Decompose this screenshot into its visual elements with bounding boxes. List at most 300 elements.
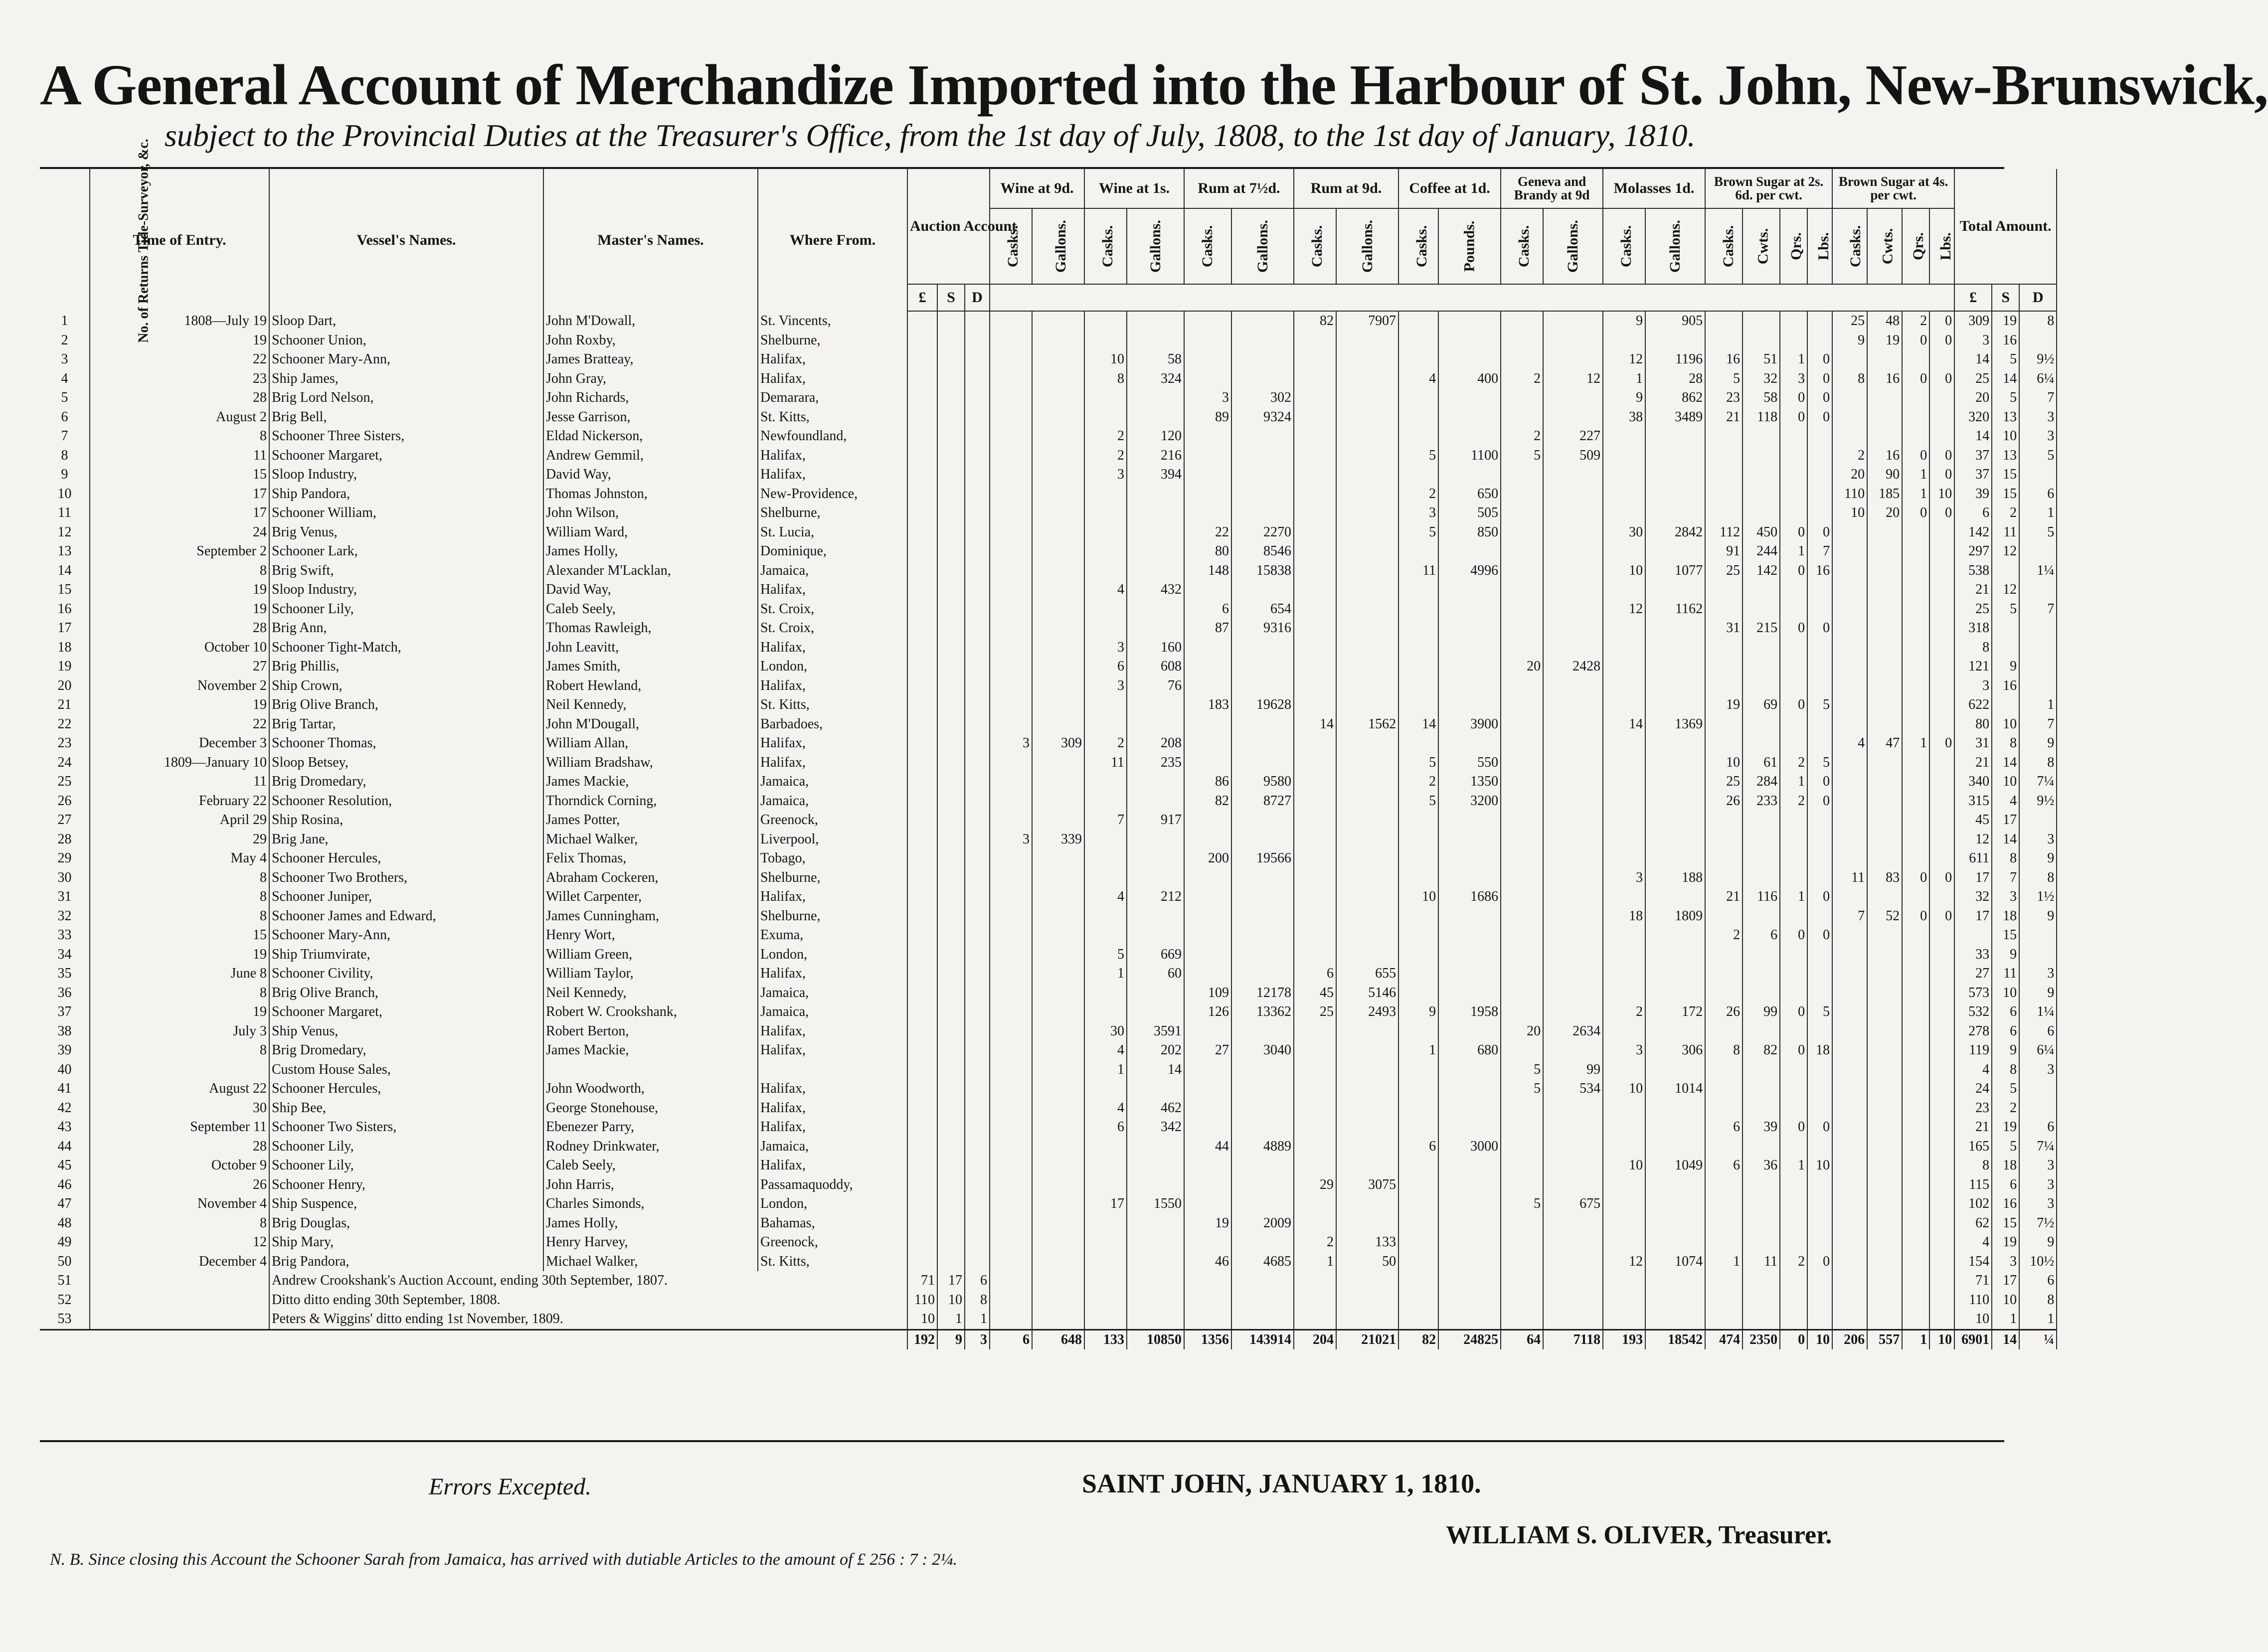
- coffee-pounds: [1438, 1060, 1501, 1080]
- wine9-casks: [990, 887, 1032, 907]
- total-pence: 1¼: [2019, 1002, 2057, 1022]
- rum7-casks: [1184, 485, 1231, 504]
- rum7-casks: 126: [1184, 1002, 1231, 1022]
- rum7-casks: [1184, 350, 1231, 369]
- sugar26-cwts: [1743, 868, 1780, 888]
- return-number: 23: [40, 734, 90, 753]
- molasses-casks: [1603, 811, 1645, 830]
- sugar26-casks: [1705, 1060, 1743, 1080]
- auction-shillings: [937, 1022, 965, 1041]
- table-row: [40, 1060, 2057, 1080]
- geneva-casks: [1501, 561, 1543, 581]
- time-of-entry: September 2: [90, 542, 269, 561]
- rum9-gallons: [1336, 600, 1398, 619]
- sugar4-qrs: 1: [1902, 485, 1929, 504]
- wine1s-gallons: 208: [1127, 734, 1184, 753]
- total-coffee-pounds: 24825: [1438, 1329, 1501, 1349]
- sugar4-qrs: [1902, 580, 1929, 600]
- master-name: Felix Thomas,: [543, 849, 758, 868]
- return-number: 15: [40, 580, 90, 600]
- total-pence: 9½: [2019, 350, 2057, 369]
- wine9-casks: 3: [990, 734, 1032, 753]
- sugar4-casks: 110: [1832, 485, 1867, 504]
- vessel-name: Schooner Juniper,: [269, 887, 543, 907]
- auction-pounds: [907, 945, 937, 965]
- geneva-casks: [1501, 907, 1543, 926]
- rum9-gallons: [1336, 1310, 1398, 1329]
- wine1s-casks: [1084, 792, 1127, 811]
- where-from: Shelburne,: [758, 907, 907, 926]
- sugar26-qrs: 1: [1780, 887, 1807, 907]
- sugar26-cwts: 99: [1743, 1002, 1780, 1022]
- total-pence: 9½: [2019, 792, 2057, 811]
- wine9-casks: [990, 408, 1032, 427]
- table-row: [40, 887, 2057, 907]
- molasses-gallons: [1645, 580, 1705, 600]
- sugar26-cwts: [1743, 331, 1780, 350]
- molasses-gallons: 3489: [1645, 408, 1705, 427]
- rum9-casks: [1294, 1060, 1336, 1080]
- time-of-entry: 30: [90, 1099, 269, 1118]
- geneva-gallons: 675: [1543, 1194, 1603, 1214]
- total-pence: [2019, 638, 2057, 658]
- coffee-pounds: 550: [1438, 753, 1501, 773]
- time-of-entry: 19: [90, 331, 269, 350]
- sugar26-cwts: [1743, 465, 1780, 485]
- coffee-pounds: [1438, 388, 1501, 408]
- auction-pence: [965, 1233, 990, 1252]
- table-row: [40, 408, 2057, 427]
- geneva-casks: 2: [1501, 369, 1543, 389]
- rum7-casks: [1184, 1060, 1231, 1080]
- molasses-gallons: [1645, 465, 1705, 485]
- sugar26-qrs: 0: [1780, 408, 1807, 427]
- wine9-casks: [990, 1118, 1032, 1137]
- wine1s-casks: [1084, 1137, 1127, 1156]
- sugar4-qrs: [1902, 1233, 1929, 1252]
- rum9-casks: [1294, 503, 1336, 523]
- sugar4-cwts: [1867, 830, 1902, 849]
- vessel-name: Brig Venus,: [269, 523, 543, 542]
- total-pounds: 142: [1954, 523, 1992, 542]
- total-pounds: 532: [1954, 1002, 1992, 1022]
- total-pounds: 27: [1954, 964, 1992, 984]
- wine1s-gallons: 669: [1127, 945, 1184, 965]
- auction-shillings: [937, 1194, 965, 1214]
- sugar26-lbs: 0: [1807, 350, 1832, 369]
- document-title: A General Account of Merchandize Imported into the Harbour of St. John, New-Brunswick,: [40, 53, 2268, 117]
- where-from: Newfoundland,: [758, 427, 907, 446]
- table-row: [40, 984, 2057, 1003]
- sugar26-casks: [1705, 984, 1743, 1003]
- master-name: Eldad Nickerson,: [543, 427, 758, 446]
- master-name: John Gray,: [543, 369, 758, 389]
- total-shillings: 5: [1992, 600, 2019, 619]
- molasses-gallons: [1645, 1194, 1705, 1214]
- time-of-entry: August 2: [90, 408, 269, 427]
- molasses-casks: [1603, 1060, 1645, 1080]
- wine1s-gallons: 394: [1127, 465, 1184, 485]
- coffee-pounds: [1438, 1252, 1501, 1272]
- sugar26-lbs: 0: [1807, 1252, 1832, 1272]
- sugar4-cwts: [1867, 1214, 1902, 1233]
- time-of-entry: 17: [90, 485, 269, 504]
- sugar26-lbs: [1807, 1233, 1832, 1252]
- wine9-casks: [990, 753, 1032, 773]
- geneva-gallons: [1543, 734, 1603, 753]
- wine9-gallons: [1032, 331, 1084, 350]
- rum7-gallons: 15838: [1231, 561, 1294, 581]
- auction-pence: [965, 427, 990, 446]
- auction-pounds: [907, 926, 937, 945]
- wine1s-gallons: 462: [1127, 1099, 1184, 1118]
- total-pence: 3: [2019, 427, 2057, 446]
- sugar26-cwts: [1743, 1137, 1780, 1156]
- total-pence: 6¼: [2019, 1041, 2057, 1060]
- rum7-casks: [1184, 1156, 1231, 1175]
- sugar4-cwts: [1867, 619, 1902, 638]
- wine1s-casks: [1084, 408, 1127, 427]
- where-from: Halifax,: [758, 964, 907, 984]
- molasses-gallons: [1645, 1099, 1705, 1118]
- rum9-gallons: [1336, 849, 1398, 868]
- sugar4-casks: [1832, 984, 1867, 1003]
- molasses-casks: [1603, 984, 1645, 1003]
- sugar26-casks: [1705, 465, 1743, 485]
- sugar26-lbs: 0: [1807, 619, 1832, 638]
- rum9-casks: [1294, 1118, 1336, 1137]
- sugar4-lbs: [1929, 792, 1954, 811]
- auction-shillings: 1: [937, 1310, 965, 1329]
- header-wine-9d: Wine at 9d.: [990, 169, 1084, 208]
- sugar4-lbs: [1929, 542, 1954, 561]
- rum7-casks: [1184, 868, 1231, 888]
- wine9-casks: [990, 984, 1032, 1003]
- time-of-entry: 8: [90, 561, 269, 581]
- sugar26-casks: [1705, 657, 1743, 676]
- sugar4-cwts: [1867, 1022, 1902, 1041]
- total-sugar4-cwts: 557: [1867, 1329, 1902, 1349]
- sugar26-cwts: [1743, 1271, 1780, 1291]
- auction-pence: [965, 1118, 990, 1137]
- sugar4-qrs: [1902, 619, 1929, 638]
- wine1s-gallons: [1127, 1271, 1184, 1291]
- time-of-entry: 24: [90, 523, 269, 542]
- rum9-gallons: [1336, 619, 1398, 638]
- sugar26-casks: [1705, 676, 1743, 696]
- table-row: [40, 657, 2057, 676]
- return-number: 35: [40, 964, 90, 984]
- sugar26-lbs: [1807, 1137, 1832, 1156]
- time-of-entry: 22: [90, 715, 269, 734]
- total-pence: 9: [2019, 1233, 2057, 1252]
- total-pence: 9: [2019, 907, 2057, 926]
- molasses-casks: [1603, 1137, 1645, 1156]
- molasses-gallons: [1645, 792, 1705, 811]
- header-molasses: Molasses 1d.: [1603, 169, 1705, 208]
- geneva-gallons: [1543, 792, 1603, 811]
- total-shillings: 13: [1992, 408, 2019, 427]
- auction-shillings: [937, 1252, 965, 1272]
- table-row: [40, 427, 2057, 446]
- geneva-casks: 20: [1501, 1022, 1543, 1041]
- total-pence: 5: [2019, 523, 2057, 542]
- sugar4-lbs: 0: [1929, 446, 1954, 466]
- auction-pence: [965, 350, 990, 369]
- sugar4-lbs: [1929, 580, 1954, 600]
- total-pounds: 23: [1954, 1099, 1992, 1118]
- vessel-name: Schooner James and Edward,: [269, 907, 543, 926]
- rum9-gallons: 5146: [1336, 984, 1398, 1003]
- rum9-gallons: [1336, 676, 1398, 696]
- sugar26-casks: 5: [1705, 369, 1743, 389]
- coffee-casks: [1398, 1118, 1438, 1137]
- auction-shillings: [937, 1079, 965, 1099]
- sugar26-cwts: [1743, 446, 1780, 466]
- sugar4-lbs: [1929, 811, 1954, 830]
- vessel-name: Brig Jane,: [269, 830, 543, 849]
- rum9-gallons: [1336, 1060, 1398, 1080]
- where-from: London,: [758, 1194, 907, 1214]
- coffee-pounds: [1438, 619, 1501, 638]
- rum7-gallons: 302: [1231, 388, 1294, 408]
- auction-shillings: [937, 388, 965, 408]
- auction-shillings: [937, 1233, 965, 1252]
- vessel-name: Schooner Hercules,: [269, 849, 543, 868]
- auction-pounds: [907, 1060, 937, 1080]
- time-of-entry: 1808—July 19: [90, 311, 269, 331]
- wine1s-casks: 3: [1084, 465, 1127, 485]
- wine9-gallons: [1032, 1137, 1084, 1156]
- rum7-casks: [1184, 1175, 1231, 1195]
- vessel-name: Sloop Dart,: [269, 311, 543, 331]
- rum9-gallons: [1336, 1156, 1398, 1175]
- rum9-casks: 6: [1294, 964, 1336, 984]
- vessel-name: Ship Crown,: [269, 676, 543, 696]
- return-number: 30: [40, 868, 90, 888]
- vessel-name: Ship Mary,: [269, 1233, 543, 1252]
- geneva-casks: [1501, 580, 1543, 600]
- total-shillings: 10: [1992, 984, 2019, 1003]
- where-from: Halifax,: [758, 580, 907, 600]
- rum9-casks: [1294, 1041, 1336, 1060]
- molasses-casks: [1603, 542, 1645, 561]
- molasses-casks: [1603, 830, 1645, 849]
- wine9-gallons: [1032, 1118, 1084, 1137]
- rum7-gallons: [1231, 485, 1294, 504]
- rum7-casks: [1184, 1310, 1231, 1329]
- auction-shillings: [937, 830, 965, 849]
- auction-pounds: [907, 657, 937, 676]
- sugar4-lbs: [1929, 1310, 1954, 1329]
- auction-pounds: [907, 1079, 937, 1099]
- auction-pence: [965, 1137, 990, 1156]
- master-name: Thomas Johnston,: [543, 485, 758, 504]
- vessel-name: Schooner Lily,: [269, 1156, 543, 1175]
- vessel-name: Ship Rosina,: [269, 811, 543, 830]
- molasses-casks: 1: [1603, 369, 1645, 389]
- where-from: Jamaica,: [758, 984, 907, 1003]
- rum7-casks: [1184, 1079, 1231, 1099]
- molasses-gallons: [1645, 984, 1705, 1003]
- wine1s-casks: [1084, 1252, 1127, 1272]
- total-pounds: 115: [1954, 1175, 1992, 1195]
- auction-shillings: [937, 1214, 965, 1233]
- auction-pence: [965, 1041, 990, 1060]
- geneva-casks: [1501, 868, 1543, 888]
- auction-shillings: [937, 311, 965, 331]
- total-pence: 7: [2019, 388, 2057, 408]
- time-of-entry: September 11: [90, 1118, 269, 1137]
- geneva-casks: [1501, 1137, 1543, 1156]
- rum9-casks: [1294, 830, 1336, 849]
- total-pounds: 4: [1954, 1060, 1992, 1080]
- molasses-gallons: [1645, 1175, 1705, 1195]
- sugar26-casks: [1705, 734, 1743, 753]
- total-pence: 3: [2019, 964, 2057, 984]
- sugar26-casks: 1: [1705, 1252, 1743, 1272]
- rum7-casks: [1184, 1118, 1231, 1137]
- wine9-gallons: [1032, 926, 1084, 945]
- rum7-casks: [1184, 311, 1231, 331]
- rum7-casks: 19: [1184, 1214, 1231, 1233]
- auction-pounds: [907, 388, 937, 408]
- rum7-gallons: [1231, 331, 1294, 350]
- sugar4-qrs: [1902, 715, 1929, 734]
- sugar26-lbs: 0: [1807, 887, 1832, 907]
- where-from: Halifax,: [758, 446, 907, 466]
- coffee-pounds: 1350: [1438, 772, 1501, 792]
- rum7-gallons: [1231, 1175, 1294, 1195]
- sugar26-lbs: [1807, 1291, 1832, 1310]
- coffee-casks: [1398, 811, 1438, 830]
- auction-pounds: 71: [907, 1271, 937, 1291]
- sugar4-casks: [1832, 408, 1867, 427]
- total-shillings: 5: [1992, 1137, 2019, 1156]
- rum9-casks: [1294, 1137, 1336, 1156]
- rum9-gallons: [1336, 523, 1398, 542]
- total-sugar4-qrs: 1: [1902, 1329, 1929, 1349]
- coffee-casks: 3: [1398, 503, 1438, 523]
- rum9-gallons: [1336, 1137, 1398, 1156]
- sugar26-lbs: 0: [1807, 772, 1832, 792]
- wine1s-gallons: [1127, 907, 1184, 926]
- sugar4-cwts: [1867, 964, 1902, 984]
- sugar4-qrs: 1: [1902, 465, 1929, 485]
- coffee-pounds: 3900: [1438, 715, 1501, 734]
- sugar26-lbs: [1807, 1079, 1832, 1099]
- header-total-amount: Total Amount.: [1954, 169, 2057, 284]
- sugar4-cwts: [1867, 715, 1902, 734]
- sugar26-casks: [1705, 485, 1743, 504]
- where-from: London,: [758, 945, 907, 965]
- rum7-gallons: 13362: [1231, 1002, 1294, 1022]
- sugar4-lbs: [1929, 715, 1954, 734]
- geneva-gallons: 509: [1543, 446, 1603, 466]
- coffee-casks: [1398, 1022, 1438, 1041]
- geneva-casks: [1501, 772, 1543, 792]
- sugar4-qrs: [1902, 811, 1929, 830]
- sugar4-cwts: [1867, 849, 1902, 868]
- rum7-gallons: [1231, 811, 1294, 830]
- sugar4-casks: [1832, 1079, 1867, 1099]
- sugar26-casks: 2: [1705, 926, 1743, 945]
- rum7-casks: 22: [1184, 523, 1231, 542]
- table-row: [40, 849, 2057, 868]
- auction-pence: [965, 753, 990, 773]
- wine1s-gallons: [1127, 1291, 1184, 1310]
- rum9-casks: [1294, 561, 1336, 581]
- wine9-gallons: [1032, 580, 1084, 600]
- wine1s-casks: [1084, 907, 1127, 926]
- molasses-casks: [1603, 331, 1645, 350]
- where-from: Halifax,: [758, 1022, 907, 1041]
- where-from: Tobago,: [758, 849, 907, 868]
- sugar26-casks: [1705, 1099, 1743, 1118]
- wine1s-gallons: 216: [1127, 446, 1184, 466]
- header-rum-9d: Rum at 9d.: [1294, 169, 1398, 208]
- auction-pounds: [907, 638, 937, 658]
- master-name: Thorndick Corning,: [543, 792, 758, 811]
- rum9-gallons: [1336, 638, 1398, 658]
- vessel-name: Schooner Lily,: [269, 600, 543, 619]
- wine1s-gallons: 160: [1127, 638, 1184, 658]
- total-molasses-gallons: 18542: [1645, 1329, 1705, 1349]
- coffee-casks: 4: [1398, 369, 1438, 389]
- sugar4-cwts: 48: [1867, 311, 1902, 331]
- auction-pence: [965, 887, 990, 907]
- header-brown-sugar-4s: Brown Sugar at 4s. per cwt.: [1832, 169, 1954, 208]
- geneva-gallons: [1543, 1310, 1603, 1329]
- total-sugar26-lbs: 10: [1807, 1329, 1832, 1349]
- auction-pounds: [907, 369, 937, 389]
- rum7-casks: [1184, 811, 1231, 830]
- wine1s-gallons: [1127, 830, 1184, 849]
- total-pence: 1¼: [2019, 561, 2057, 581]
- return-number: 4: [40, 369, 90, 389]
- molasses-gallons: [1645, 446, 1705, 466]
- header-total-shillings: S: [1992, 284, 2019, 311]
- wine1s-gallons: 76: [1127, 676, 1184, 696]
- rum9-gallons: [1336, 542, 1398, 561]
- coffee-casks: [1398, 1099, 1438, 1118]
- total-pounds: 71: [1954, 1271, 1992, 1291]
- sugar26-casks: 19: [1705, 695, 1743, 715]
- molasses-gallons: [1645, 926, 1705, 945]
- sugar26-lbs: [1807, 1194, 1832, 1214]
- wine9-gallons: [1032, 1214, 1084, 1233]
- geneva-gallons: [1543, 830, 1603, 849]
- total-pounds: 17: [1954, 868, 1992, 888]
- sugar4-qrs: [1902, 1041, 1929, 1060]
- total-shillings: 6: [1992, 1175, 2019, 1195]
- coffee-casks: [1398, 1310, 1438, 1329]
- rum7-casks: [1184, 1271, 1231, 1291]
- molasses-casks: [1603, 695, 1645, 715]
- sugar26-cwts: 142: [1743, 561, 1780, 581]
- sugar26-qrs: 1: [1780, 1156, 1807, 1175]
- wine9-gallons: [1032, 561, 1084, 581]
- rum9-gallons: [1336, 772, 1398, 792]
- vessel-name: Brig Swift,: [269, 561, 543, 581]
- total-pounds: 31: [1954, 734, 1992, 753]
- rum9-casks: [1294, 1099, 1336, 1118]
- coffee-pounds: [1438, 1271, 1501, 1291]
- sugar4-casks: [1832, 657, 1867, 676]
- total-shillings: 16: [1992, 331, 2019, 350]
- sugar26-qrs: 1: [1780, 542, 1807, 561]
- molasses-gallons: [1645, 753, 1705, 773]
